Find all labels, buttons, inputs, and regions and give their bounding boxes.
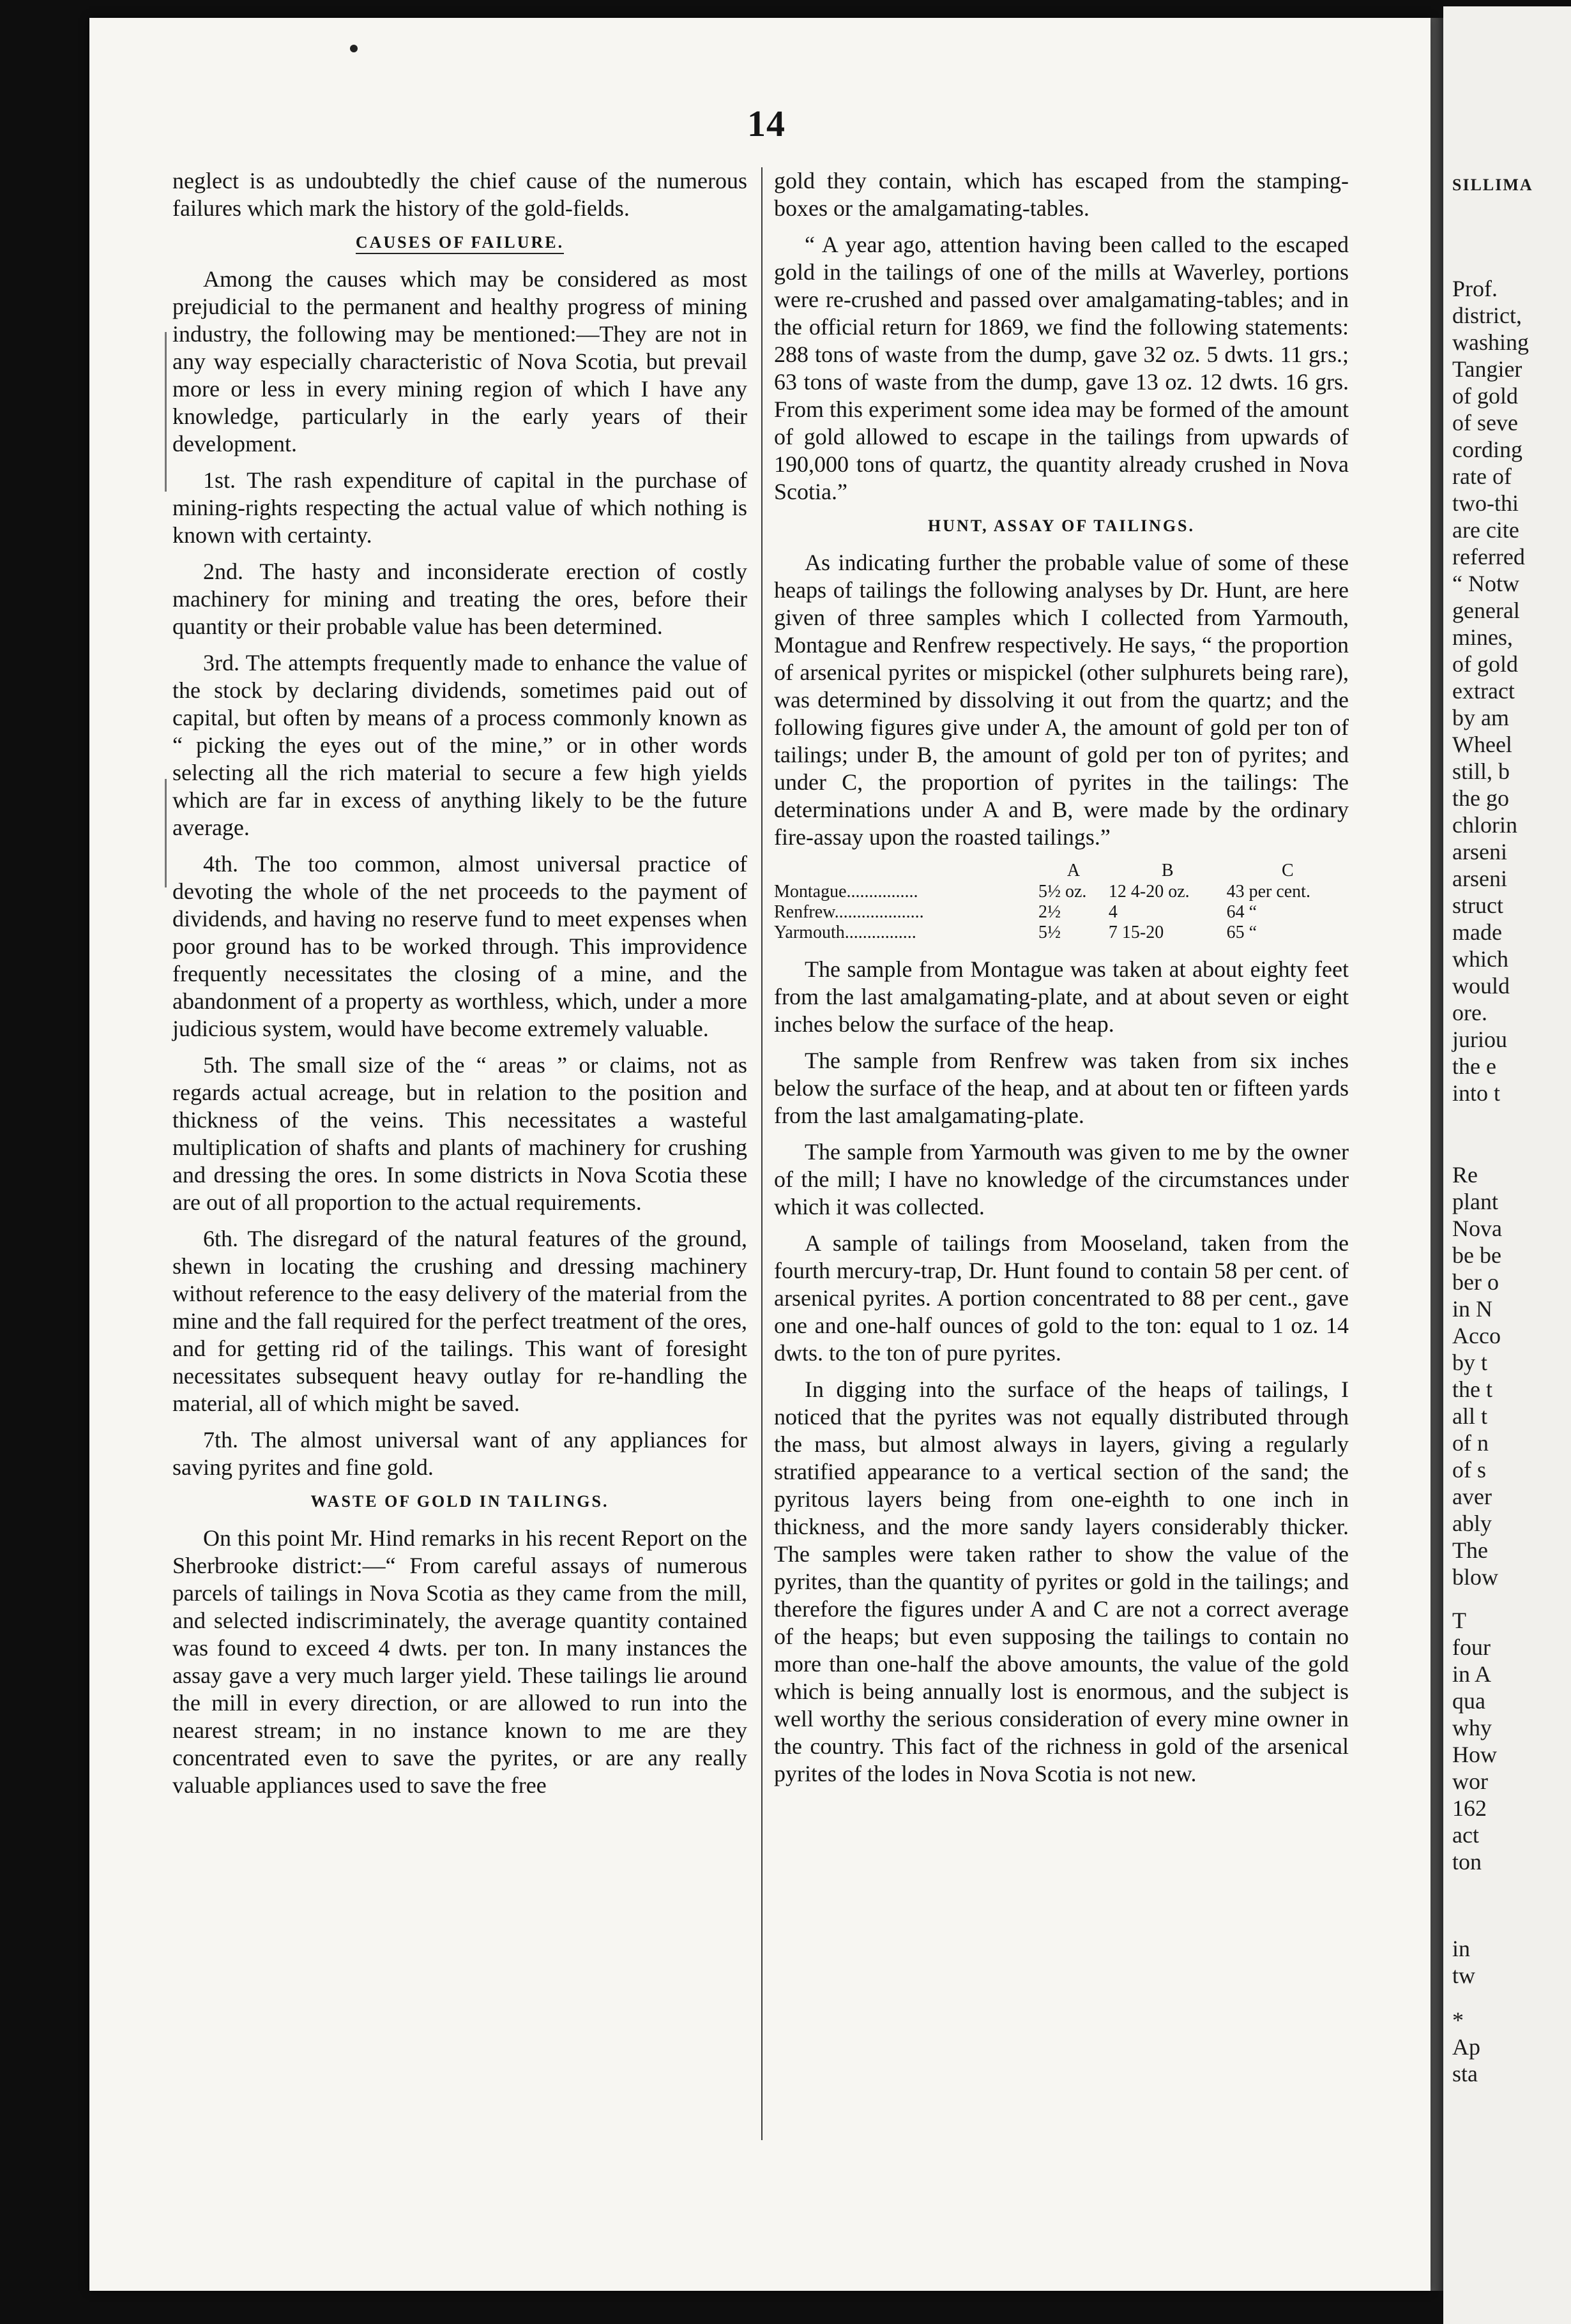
- paragraph-seventh: 7th. The almost universal want of any appliances for saving pyrites and fine gold.: [172, 1427, 747, 1480]
- row-value-a: 5½: [1038, 923, 1061, 942]
- adjacent-page-text: 162: [1452, 1795, 1487, 1821]
- adjacent-page-text: by t: [1452, 1350, 1488, 1375]
- adjacent-page-text: plant: [1452, 1189, 1498, 1214]
- heading-hunt-assay: HUNT, ASSAY OF TAILINGS.: [927, 517, 1195, 535]
- ink-speck: [350, 45, 358, 52]
- adjacent-page-text: the t: [1452, 1377, 1492, 1402]
- adjacent-page-text: The: [1452, 1537, 1488, 1563]
- adjacent-page-text: ably: [1452, 1511, 1492, 1536]
- adjacent-page-text: in: [1452, 1936, 1471, 1961]
- table-row: [774, 902, 1349, 923]
- adjacent-page-text: mines,: [1452, 624, 1513, 650]
- adjacent-page-text: ore.: [1452, 1000, 1487, 1025]
- paragraph-hind: On this point Mr. Hind remarks in his recent Report on the Sherbrooke district:—“ From careful assays of numerous parcels of tailings in Nova Scotia as they came from the mill, and selected indiscriminately, the average quantity contained was found to exceed 4 dwts. per ton. In many instances the assay gave a very much larger yield. These tailings lie around the mill in every direction, or are allowed to run into the nearest stream; in no instance known to me are they concentrated even to save the pyrites, or are any really valuable appliances used to save the free: [172, 1525, 747, 1798]
- adjacent-page-text: by am: [1452, 705, 1509, 730]
- row-value-a: 2½: [1038, 902, 1061, 922]
- adjacent-page-text: still, b: [1452, 758, 1510, 784]
- adjacent-page-text: T: [1452, 1608, 1466, 1633]
- adjacent-page-text: SILLIMA: [1452, 176, 1533, 194]
- row-value-b: 4: [1108, 902, 1118, 922]
- paragraph-renfrew: The sample from Renfrew was taken from six inches below the surface of the heap, and at about ten or fifteen yards from the last amalgamating-plate.: [774, 1048, 1349, 1128]
- adjacent-page-text: Prof.: [1452, 276, 1498, 301]
- adjacent-page-text: ber o: [1452, 1269, 1499, 1295]
- adjacent-page-text: of s: [1452, 1457, 1486, 1483]
- row-location: Renfrew....................: [774, 902, 924, 922]
- adjacent-page-text: washing: [1452, 329, 1529, 355]
- paragraph-digging: In digging into the surface of the heaps of tailings, I noticed that the pyrites was not equally distributed through the mass, but almost always in layers, giving a regularly stratified appearance to a vertical section of the sand; the pyritous layers being from one-eighth to one inch in thickness, and the more sandy layers considerably thicker. The samples were taken rather to show the value of the pyrites, than the quantity of pyrites or gold in the tailings; and therefore the figures under A and C are not a correct average of the heaps; but even supposing the tailings to contain no more than one-half the above amounts, the value of the gold which is being annually lost is enormous, and the subject is well worthy the serious consideration of every mine owner in the country. This fact of the richness in gold of the arsenical pyrites of the lodes in Nova Scotia is not new.: [774, 1377, 1349, 1786]
- row-value-c: 64 “: [1226, 902, 1257, 922]
- adjacent-page-text: sta: [1452, 2061, 1478, 2086]
- adjacent-page-text: struct: [1452, 893, 1503, 918]
- left-column: [172, 167, 747, 1808]
- adjacent-page-text: “ Notw: [1452, 571, 1519, 596]
- adjacent-page-text: Ap: [1452, 2034, 1480, 2060]
- paragraph-second: 2nd. The hasty and inconsiderate erection of costly machinery for mining and treating the ores, before their quantity or their probable value has been determined.: [172, 559, 747, 639]
- adjacent-page-text: the go: [1452, 785, 1509, 811]
- adjacent-page-text: four: [1452, 1634, 1491, 1660]
- heading-causes-of-failure: [172, 231, 747, 254]
- adjacent-page-text: of n: [1452, 1430, 1489, 1456]
- column-divider: [761, 167, 763, 2140]
- adjacent-page-text: made: [1452, 919, 1502, 945]
- pencil-margin-mark: [165, 332, 167, 492]
- paragraph-among: Among the causes which may be considered as most prejudicial to the permanent and healthy progress of mining industry, the following may be mentioned:—They are not in any way especially characteristic of Nova Scotia, but prevail more or less in every mining region of which I have any knowledge, particularly in the early years of their development.: [172, 266, 747, 456]
- assay-table-header: [774, 860, 1349, 882]
- adjacent-page-text: in N: [1452, 1296, 1492, 1322]
- adjacent-page-text: Re: [1452, 1162, 1478, 1188]
- adjacent-page-text: rate of: [1452, 464, 1512, 489]
- row-value-a: 5½ oz.: [1038, 882, 1087, 902]
- paragraph-yarmouth: The sample from Yarmouth was given to me by the owner of the mill; I have no knowledge of the circumstances under which it was collected.: [774, 1139, 1349, 1219]
- adjacent-page-text: *: [1452, 2007, 1464, 2033]
- row-location: Yarmouth................: [774, 923, 916, 942]
- adjacent-page-text: in A: [1452, 1661, 1492, 1687]
- heading-waste-of-gold: WASTE OF GOLD IN TAILINGS.: [310, 1492, 609, 1511]
- adjacent-page-text: district,: [1452, 303, 1522, 328]
- adjacent-page-text: arseni: [1452, 839, 1507, 864]
- paragraph-sixth: 6th. The disregard of the natural features of the ground, shewn in locating the crushing and dressing machinery without reference to the easy delivery of the material from the mine and the fall required for the perfect treatment of the ores, and for getting rid of the tailings. This want of foresight necessitates subsequent heavy outlay for re-handling the material, all of which might be saved.: [172, 1226, 747, 1416]
- adjacent-page-text: juriou: [1452, 1027, 1507, 1052]
- paragraph-fifth: 5th. The small size of the “ areas ” or claims, not as regards actual acreage, but in relation to the position and thickness of the veins. This necessitates a wasteful multiplication of shafts and plants of machinery for crushing and dressing the ores. In some districts in Nova Scotia these are out of all proportion to the actual requirements.: [172, 1052, 747, 1215]
- adjacent-page-text: would: [1452, 973, 1510, 999]
- page-number: 14: [747, 103, 786, 144]
- paragraph-first: 1st. The rash expenditure of capital in the purchase of mining-rights respecting the actual value of which nothing is known with certainty.: [172, 467, 747, 548]
- adjacent-page-text: aver: [1452, 1484, 1492, 1509]
- header-a: A: [1066, 861, 1081, 880]
- row-value-b: 12 4-20 oz.: [1108, 882, 1190, 902]
- row-value-c: 65 “: [1226, 923, 1257, 942]
- adjacent-page-text: Wheel: [1452, 732, 1512, 757]
- paragraph-intro: neglect is as undoubtedly the chief cause of the numerous failures which mark the history of the gold-fields.: [172, 168, 747, 221]
- adjacent-page-text: all t: [1452, 1403, 1487, 1429]
- row-value-c: 43 per cent.: [1226, 882, 1310, 902]
- table-row: [774, 882, 1349, 902]
- assay-table: [774, 860, 1349, 943]
- header-b: B: [1161, 861, 1174, 880]
- adjacent-page-text: ton: [1452, 1849, 1482, 1875]
- adjacent-page-text: Nova: [1452, 1216, 1502, 1241]
- header-location: [774, 860, 1038, 882]
- pencil-margin-mark: [165, 779, 167, 887]
- paragraph-continuation: gold they contain, which has escaped from the stamping-boxes or the amalgamating-tables.: [774, 168, 1349, 221]
- adjacent-page-text: two-thi: [1452, 490, 1519, 516]
- adjacent-page-text: are cite: [1452, 517, 1519, 543]
- header-c: C: [1281, 861, 1294, 880]
- row-location: Montague................: [774, 882, 918, 902]
- adjacent-page-text: tw: [1452, 1963, 1475, 1988]
- adjacent-page-text: the e: [1452, 1053, 1496, 1079]
- adjacent-page-text: act: [1452, 1822, 1479, 1848]
- adjacent-page-text: cording: [1452, 437, 1522, 462]
- adjacent-page-text: arseni: [1452, 866, 1507, 891]
- adjacent-page-text: referred: [1452, 544, 1525, 570]
- paragraph-third: 3rd. The attempts frequently made to enhance the value of the stock by declaring dividends, sometimes paid out of capital, but often by means of a process commonly known as “ picking the eyes out of the mine,” or in other words selecting all the rich material to secure a few high yields which are far in excess of anything likely to be the future average.: [172, 650, 747, 840]
- table-row: [774, 923, 1349, 943]
- adjacent-page: [1443, 6, 1571, 2324]
- adjacent-page-text: of gold: [1452, 383, 1518, 409]
- paragraph-fourth: 4th. The too common, almost universal practice of devoting the whole of the net proceeds to the payment of dividends, and having no reserve fund to meet expenses when poor ground has to be worked through. This improvidence frequently necessitates the closing of a mine, and the abandonment of a property as worthless, which, under a more judicious system, would have become extremely valuable.: [172, 851, 747, 1041]
- adjacent-page-text: blow: [1452, 1564, 1498, 1590]
- row-value-b: 7 15-20: [1108, 923, 1164, 942]
- paragraph-mooseland: A sample of tailings from Mooseland, taken from the fourth mercury-trap, Dr. Hunt found to contain 58 per cent. of arsenical pyrites. A portion concentrated to 88 per cent., gave one and one-half ounces of gold to the ton: equal to 1 oz. 14 dwts. to the ton of pure pyrites.: [774, 1230, 1349, 1366]
- adjacent-page-text: why: [1452, 1715, 1492, 1740]
- adjacent-page-text: extract: [1452, 678, 1515, 704]
- right-column: [774, 167, 1349, 1797]
- adjacent-page-text: qua: [1452, 1688, 1485, 1714]
- adjacent-page-text: of seve: [1452, 410, 1518, 435]
- adjacent-page-text: which: [1452, 946, 1508, 972]
- adjacent-page-text: Acco: [1452, 1323, 1501, 1348]
- paragraph-montague: The sample from Montague was taken at about eighty feet from the last amalgamating-plate, and at about seven or eight inches below the surface of the heap.: [774, 956, 1349, 1037]
- paragraph-indicating: As indicating further the probable value of some of these heaps of tailings the following analyses by Dr. Hunt, are here given of three samples which I collected from Yarmouth, Montague and Renfrew respectively. He says, “ the proportion of arsenical pyrites or mispickel (other sulphurets being rare), was determined by dissolving it out from the quartz; and the following figures give under A, the amount of gold per ton of tailings; under B, the amount of gold per ton of pyrites; and under C, the proportion of pyrites in the tailings: The determinations under A and B, were made by the ordinary fire-assay upon the roasted tailings.”: [774, 550, 1349, 850]
- adjacent-page-text: wor: [1452, 1769, 1488, 1794]
- adjacent-page-text: Tangier: [1452, 356, 1522, 382]
- adjacent-page-text: How: [1452, 1742, 1497, 1767]
- adjacent-page-text: be be: [1452, 1242, 1501, 1268]
- adjacent-page-text: of gold: [1452, 651, 1518, 677]
- heading-causes-text: CAUSES OF FAILURE.: [356, 233, 564, 254]
- adjacent-page-text: general: [1452, 598, 1520, 623]
- adjacent-page-text: into t: [1452, 1080, 1501, 1106]
- paragraph-year-ago: “ A year ago, attention having been called to the escaped gold in the tailings of one of the mills at Waverley, portions were re-crushed and passed over amalgamating-tables; and in the official return for 1869, we find the following statements: 288 tons of waste from the dump, gave 32 oz. 5 dwts. 11 grs.; 63 tons of waste from the dump, gave 13 oz. 12 dwts. 16 grs. From this experiment some idea may be formed of the amount of gold allowed to escape in the tailings from upwards of 190,000 tons of quartz, the quantity already crushed in Nova Scotia.”: [774, 232, 1349, 504]
- adjacent-page-text: chlorin: [1452, 812, 1517, 838]
